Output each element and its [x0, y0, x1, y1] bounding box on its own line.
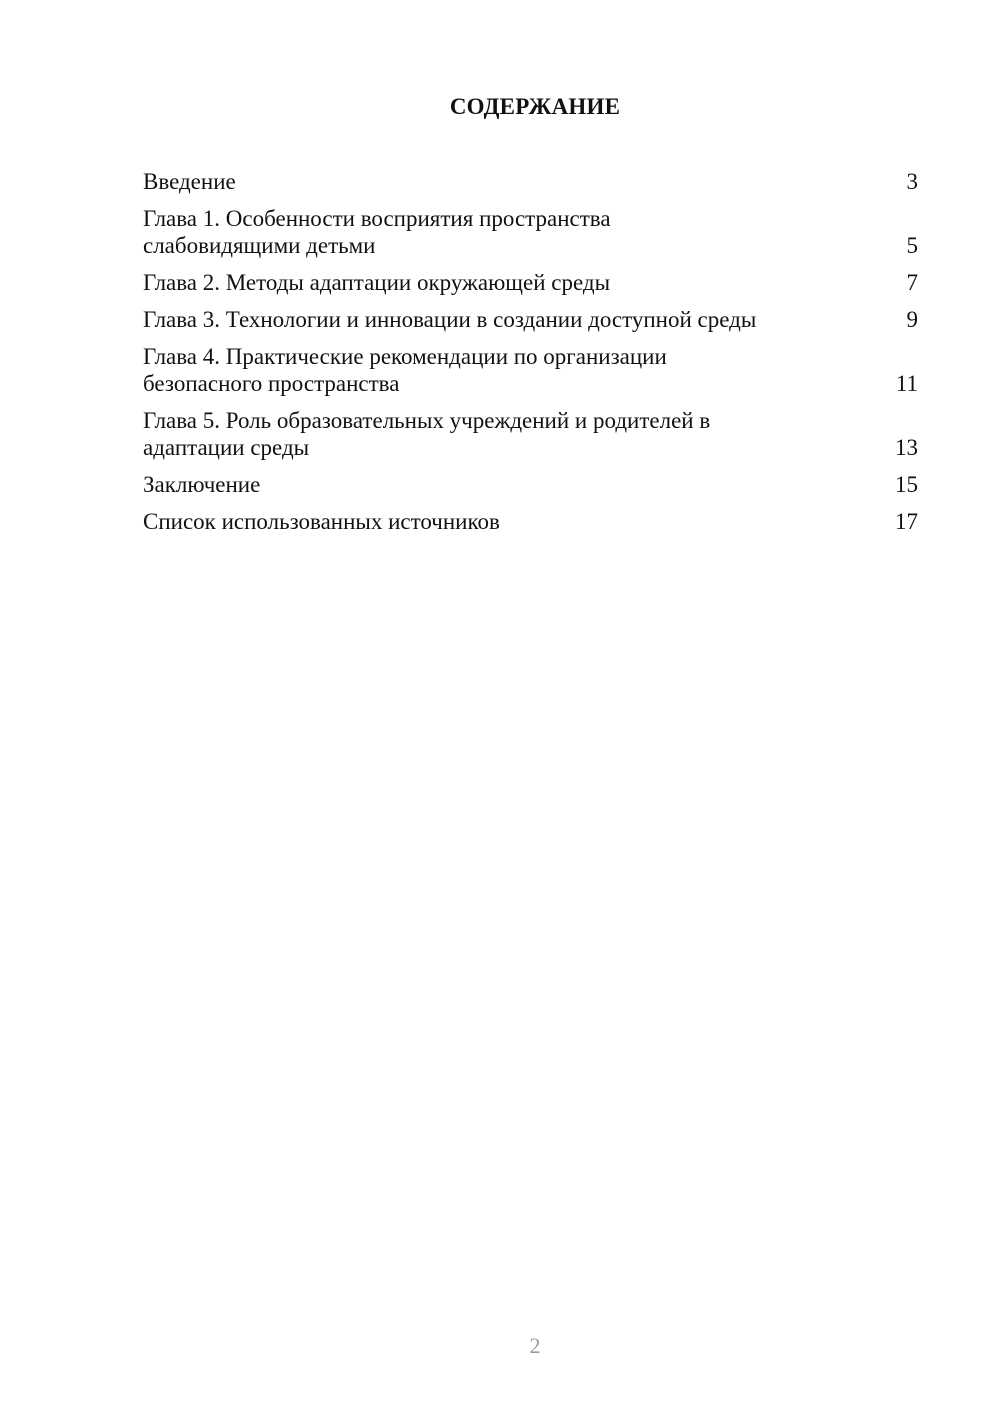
- toc-entry-title: [143, 168, 823, 195]
- toc-entry-page: 17: [895, 509, 918, 534]
- toc-entry-title-line: Заключение: [143, 472, 261, 497]
- toc-entry-page: 7: [906, 270, 918, 295]
- toc-entry-title: [143, 306, 823, 333]
- toc-entry-title: [143, 471, 823, 498]
- toc-entry: [143, 343, 918, 397]
- table-of-contents: [143, 168, 918, 545]
- toc-entry-title-line: Глава 4. Практические рекомендации по организации: [143, 344, 667, 369]
- toc-entry-title-line: Глава 5. Роль образовательных учреждений и родителей в: [143, 408, 711, 433]
- toc-entry-page: 13: [895, 435, 918, 460]
- toc-entry-page: 5: [906, 233, 918, 258]
- toc-entry-page: 3: [906, 169, 918, 194]
- toc-entry-title-line: Глава 1. Особенности восприятия пространства: [143, 206, 611, 231]
- toc-entry-title-line: слабовидящими детьми: [143, 233, 376, 258]
- toc-entry-title-line: Глава 2. Методы адаптации окружающей среды: [143, 270, 611, 295]
- toc-entry: [143, 306, 918, 333]
- toc-entry-title: [143, 269, 823, 296]
- toc-entry: [143, 471, 918, 498]
- toc-entry-title-line: адаптации среды: [143, 435, 310, 460]
- toc-entry: [143, 508, 918, 535]
- toc-entry-title-line: Глава 3. Технологии и инновации в создании доступной среды: [143, 307, 757, 332]
- toc-entry-title-line: Введение: [143, 169, 236, 194]
- toc-entry-page: 9: [906, 307, 918, 332]
- toc-entry-title: [143, 205, 823, 259]
- page-number: 2: [529, 1333, 541, 1358]
- toc-entry-title-line: безопасного пространства: [143, 371, 400, 396]
- toc-entry-page: 11: [895, 371, 918, 396]
- toc-entry: [143, 269, 918, 296]
- toc-entry: [143, 407, 918, 461]
- toc-entry: [143, 205, 918, 259]
- toc-entry-title: [143, 343, 823, 397]
- toc-entry-title-line: Список использованных источников: [143, 509, 500, 534]
- toc-heading: СОДЕРЖАНИЕ: [449, 94, 621, 119]
- toc-entry-page: 15: [895, 472, 918, 497]
- toc-entry-title: [143, 407, 823, 461]
- toc-entry-title: [143, 508, 823, 535]
- toc-entry: [143, 168, 918, 195]
